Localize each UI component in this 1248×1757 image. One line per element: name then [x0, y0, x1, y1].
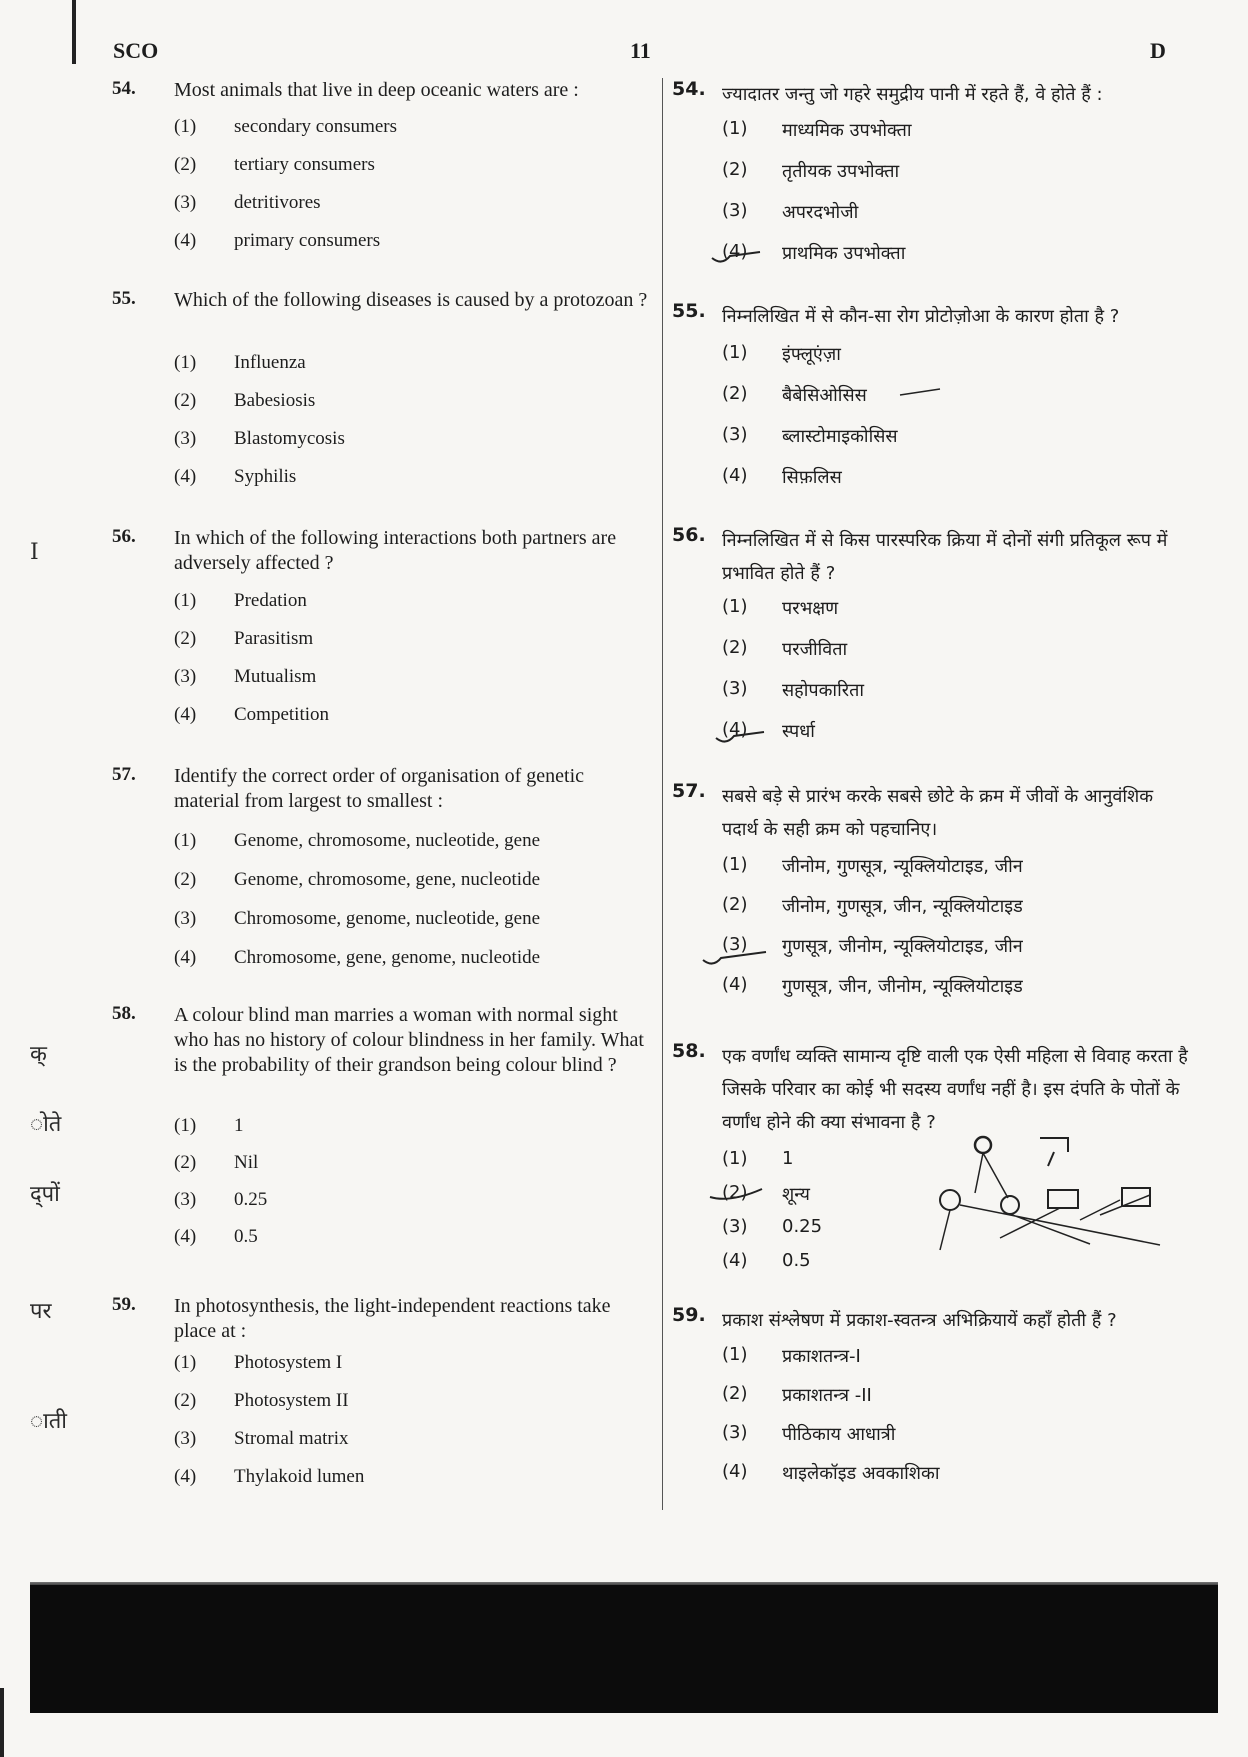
question-number: 54. — [112, 78, 136, 99]
question-text: निम्नलिखित में से किस पारस्परिक क्रिया में दोनों संगी प्रतिकूल रूप में प्रभावित होते हैं ? — [722, 530, 1168, 584]
margin-fragment: क् — [30, 1042, 47, 1067]
page-number: 11 — [630, 38, 651, 63]
question-text: In photosynthesis, the light-independent reactions take place at : — [174, 1295, 611, 1342]
question-number: 56. — [112, 526, 136, 547]
question-text: In which of the following interactions both partners are adversely affected ? — [174, 527, 617, 574]
margin-fragment: ाती — [30, 1409, 68, 1434]
question-text: ज्यादातर जन्तु जो गहरे समुद्रीय पानी में रहते हैं, वे होते हैं : — [722, 84, 1103, 105]
question-number: 55. — [672, 300, 706, 322]
margin-fragment: I — [30, 540, 39, 565]
diagram-circle — [975, 1137, 991, 1153]
question-text: Identify the correct order of organisation of genetic material from largest to smallest : — [174, 765, 585, 812]
question-text: सबसे बड़े से प्रारंभ करके सबसे छोटे के क्रम में जीवों के आनुवंशिक पदार्थ के सही क्रम को पहचानिए। — [722, 786, 1154, 840]
margin-fragment: ोते — [30, 1112, 62, 1137]
question-number: 58. — [112, 1003, 136, 1024]
question-number: 58. — [672, 1040, 706, 1062]
margin-fragment: पर — [30, 1299, 52, 1324]
test-booklet-set: D — [1150, 38, 1166, 63]
question-number: 56. — [672, 524, 706, 546]
exam-page: I क् ोते द्पों पर ाती SCO 11 D 54. Most animals that live in deep oceanic waters are : (1) secondary consumers (2) tertiary consumers (3) detritivores (4) primary consumers 55. Which of the following diseases is caused by a protozoan ? (1) Influenza (2) Babesiosis (3) Blastomycosis (4) Syphilis 56. In which of the following interactions both partners are adversely affected ? (1) Predation (2) Parasitism (3) Mutualism (4) Competition 57. Identify the correct order of organisation of genetic material from largest to smallest : (1) Genome, chromosome, nucleotide, gene (2) Genome, chromosome, gene, nucleotide (3) Chromosome, genome, nucleotide, gene (4) Chromosome, gene, genome, nucleotide 58. A colour blind man marries a woman with normal sight who has no history of colour blindness in her family. What is the probability of their grandson being colour blind ? (1) 1 (2) Nil (3) 0.25 (4) 0.5 59. In photosynthesis, the light-independent reactions take place at : (1) Photosystem I (2) Photosystem II (3) Stromal matrix (4) Thylakoid lumen 54. ज्यादातर जन्तु जो गहरे समुद्रीय पानी में रहते हैं, वे होते हैं : (1) माध्यमिक उपभोक्ता (2) तृतीयक उपभोक्ता (3) अपरदभोजी (4) प्राथमिक उपभोक्ता 55. निम्नलिखित में से कौन-सा रोग प्रोटोज़ोआ के कारण होता है ? (1) इंफ्लूएंज़ा (2) बैबेसिओसिस (3) ब्लास्टोमाइकोसिस (4) सिफ़लिस 56. निम्नलिखित में से किस पारस्परिक क्रिया में दोनों संगी प्रतिकूल रूप में प्रभावित होते हैं ? (1) परभक्षण (2) परजीविता (3) सहोपकारिता (4) स्पर्धा 57. सबसे बड़े से प्रारंभ करके सबसे छोटे के क्रम में जीवों के आनुवंशिक पदार्थ के सही क्रम को पहचानिए। (1) जीनोम, गुणसूत्र, न्यूक्लियोटाइड, जीन (2) जीनोम, गुणसूत्र, जीन, न्यूक्लियोटाइड (3) गुणसूत्र, जीनोम, न्यूक्लियोटाइड, जीन (4) गुणसूत्र, जीन, जीनोम, न्यूक्लियोटाइड 58. एक वर्णांध व्यक्ति सामान्य दृष्टि वाली एक ऐसी महिला से विवाह करता है जिसके परिवार का कोई भी सदस्य वर्णांध नहीं है। इस दंपति के पोतों के वर्णांध होने की क्या संभावना है ? (1) 1 (2) शून्य (3) 0.25 (4) 0.5 59. प्रकाश संश्लेषण में प्रकाश-स्वतन्त्र अभिक्रियायें कहाँ होती हैं ? (1) प्रकाशतन्त्र-I (2) प्रकाशतन्त्र -II (3) पीठिकाय आधात्री (4) थाइलेकॉइड अवकाशिका — [0, 0, 1248, 1757]
question-text: Which of the following diseases is caused by a protozoan ? — [174, 289, 648, 311]
question-text: प्रकाश संश्लेषण में प्रकाश-स्वतन्त्र अभिक्रियायें कहाँ होती हैं ? — [722, 1310, 1117, 1331]
question-number: 57. — [672, 780, 706, 802]
question-text: Most animals that live in deep oceanic waters are : — [174, 79, 579, 101]
question-text: एक वर्णांध व्यक्ति सामान्य दृष्टि वाली एक ऐसी महिला से विवाह करता है जिसके परिवार का कोई भी सदस्य वर्णांध नहीं है। इस दंपति के पोतों के वर्णांध होने की क्या संभावना है ? — [722, 1046, 1188, 1133]
question-text: निम्नलिखित में से कौन-सा रोग प्रोटोज़ोआ के कारण होता है ? — [722, 306, 1120, 327]
question-number: 54. — [672, 78, 706, 100]
paper-code: SCO — [113, 38, 159, 63]
scan-dark-band — [30, 1585, 1218, 1713]
question-number: 55. — [112, 288, 136, 309]
question-number: 59. — [112, 1294, 136, 1315]
question-number: 57. — [112, 764, 136, 785]
question-number: 59. — [672, 1304, 706, 1326]
question-text: A colour blind man marries a woman with normal sight who has no history of colour blindness in her family. What is the probability of their grandson being colour blind ? — [174, 1004, 644, 1076]
margin-fragment: द्पों — [30, 1182, 60, 1207]
